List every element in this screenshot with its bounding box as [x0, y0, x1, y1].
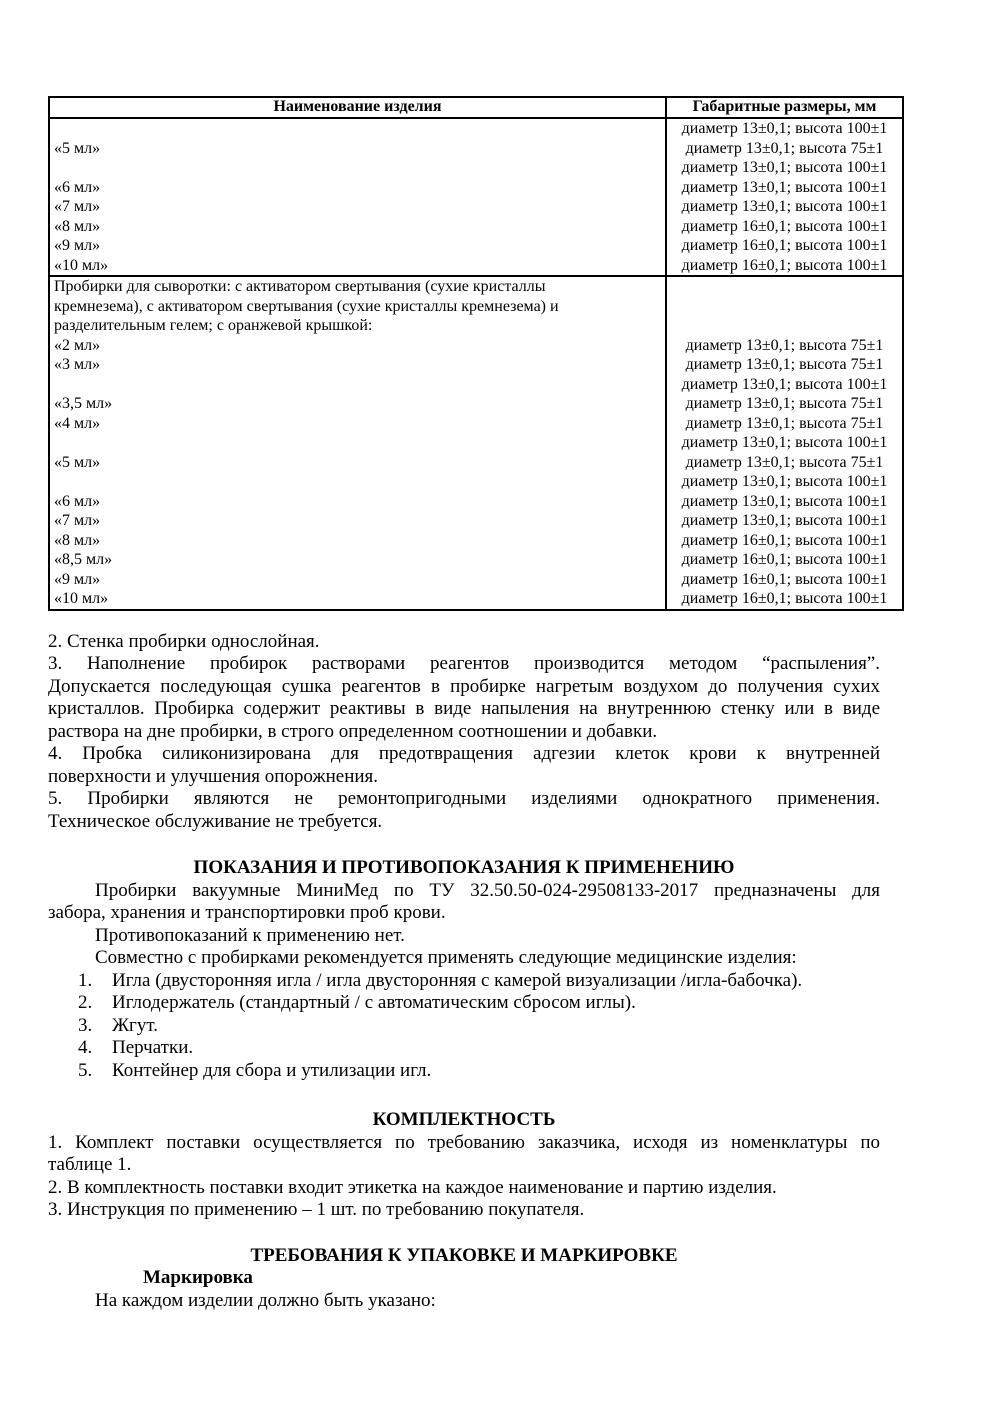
product-name: «3 мл»	[54, 356, 101, 373]
list-item-text: Иглодержатель (стандартный / с автоматическим сбросом иглы).	[112, 992, 636, 1013]
dimension-value: диаметр 16±0,1; высота 100±1	[681, 590, 888, 607]
product-name: «5 мл»	[54, 139, 101, 157]
paragraph-purpose	[48, 880, 880, 925]
paragraph-no-contraindications: Противопоказаний к применению нет.	[95, 924, 405, 946]
dimension-value: диаметр 13±0,1; высота 75±1	[685, 453, 884, 471]
serum-tube-description	[54, 277, 665, 336]
document-body	[48, 631, 880, 1313]
product-name: «2 мл»	[54, 336, 101, 354]
paragraph-delivery-set	[48, 1132, 880, 1177]
dimension-value: диаметр 13±0,1; высота 100±1	[681, 178, 888, 196]
list-item-number: 3.	[78, 1014, 93, 1036]
paragraph-line: забора, хранения и транспортировки проб крови.	[48, 902, 446, 923]
dimension-value: диаметр 16±0,1; высота 100±1	[681, 256, 888, 274]
product-name: «5 мл»	[54, 453, 101, 471]
paragraph-line: Допускается последующая сушка реагентов в пробирке нагретым воздухом до получения сухих	[48, 675, 880, 697]
paragraph-line: Пробирки вакуумные МиниМед по ТУ 32.50.50-024-29508133-2017 предназначены для	[95, 879, 880, 901]
description-line: разделительным гелем; с оранжевой крышкой:	[54, 317, 373, 334]
paragraph-label: 2. В комплектность поставки входит этикетка на каждое наименование и партию изделия.	[48, 1176, 777, 1198]
dimension-value: диаметр 13±0,1; высота 75±1	[685, 395, 884, 412]
description-line: кремнезема), с активатором свертывания (сухие кристаллы кремнезема) и	[54, 297, 559, 315]
paragraph-line: 2. Стенка пробирки однослойная.	[48, 630, 320, 652]
list-item-number: 1.	[78, 969, 93, 991]
paragraph-line: 1. Комплект поставки осуществляется по требованию заказчика, исходя из номенклатуры по	[48, 1131, 880, 1153]
paragraph-recommended-devices: Совместно с пробирками рекомендуется применять следующие медицинские изделия:	[95, 947, 797, 968]
list-item	[78, 1015, 880, 1038]
list-item-text: Жгут.	[112, 1014, 158, 1036]
product-name: «9 мл»	[54, 570, 101, 588]
dimension-value: диаметр 13±0,1; высота 100±1	[681, 512, 888, 529]
product-name	[54, 158, 665, 178]
dimension-value: диаметр 16±0,1; высота 100±1	[681, 551, 888, 568]
product-name: «3,5 мл»	[54, 395, 113, 412]
paragraph-stopper	[48, 743, 880, 788]
paragraph-line: раствора на дне пробирки, в строго определенном соотношении и добавки.	[48, 720, 658, 742]
product-name-cell	[50, 119, 667, 275]
paragraph-line: 4. Пробка силиконизирована для предотвращения адгезии клеток крови к внутренней	[48, 743, 880, 764]
dimension-value: диаметр 16±0,1; высота 100±1	[681, 570, 888, 588]
paragraph-line: поверхности и улучшения опорожнения.	[48, 765, 379, 787]
dimension-value: диаметр 13±0,1; высота 75±1	[685, 356, 884, 373]
product-name	[54, 472, 665, 492]
description-line: Пробирки для сыворотки: с активатором свертывания (сухие кристаллы	[54, 278, 546, 295]
product-name: «10 мл»	[54, 590, 109, 607]
product-name	[54, 119, 665, 139]
dimension-value: диаметр 13±0,1; высота 75±1	[685, 414, 884, 432]
product-name	[54, 375, 665, 395]
list-item-text: Перчатки.	[112, 1037, 194, 1058]
dimension-value: диаметр 16±0,1; высота 100±1	[681, 531, 888, 549]
paragraph-line: Техническое обслуживание не требуется.	[48, 810, 383, 832]
section-heading-indications: ПОКАЗАНИЯ И ПРОТИВОПОКАЗАНИЯ К ПРИМЕНЕНИЮ	[193, 857, 735, 878]
list-item-number: 4.	[78, 1037, 93, 1058]
product-name	[54, 433, 665, 453]
list-item	[78, 1037, 880, 1060]
product-name: «9 мл»	[54, 237, 101, 254]
paragraph-marking-intro: На каждом изделии должно быть указано:	[95, 1289, 436, 1311]
list-item-number: 2.	[78, 992, 93, 1013]
dimension-value: диаметр 13±0,1; высота 100±1	[681, 434, 888, 451]
table-header-product-name: Наименование изделия	[50, 98, 667, 117]
recommended-devices-list	[48, 970, 880, 1083]
product-name: «7 мл»	[54, 198, 101, 215]
table-header-row	[50, 98, 902, 119]
product-name: «7 мл»	[54, 512, 101, 529]
dimension-value: диаметр 13±0,1; высота 100±1	[681, 159, 888, 176]
paragraph-single-use	[48, 788, 880, 833]
paragraph-line: 5. Пробирки являются не ремонтопригодными изделиями однократного применения.	[48, 788, 880, 809]
dimension-value: диаметр 16±0,1; высота 100±1	[681, 217, 888, 235]
dimension-value: диаметр 13±0,1; высота 100±1	[681, 473, 888, 490]
dimensions-cell	[667, 119, 902, 275]
serum-tube-names	[54, 336, 665, 609]
paragraph-line: 3. Наполнение пробирок растворами реагентов производится методом “распыления”.	[48, 653, 880, 674]
list-item	[78, 970, 880, 993]
dimension-value: диаметр 13±0,1; высота 100±1	[681, 120, 888, 137]
dimension-value: диаметр 16±0,1; высота 100±1	[681, 237, 888, 254]
section-heading-packaging: ТРЕБОВАНИЯ К УПАКОВКЕ И МАРКИРОВКЕ	[250, 1244, 678, 1266]
list-item-text: Контейнер для сбора и утилизации игл.	[112, 1059, 432, 1081]
product-name: «8 мл»	[54, 217, 101, 235]
product-name: «4 мл»	[54, 414, 101, 432]
paragraph-filling-method	[48, 653, 880, 743]
table-row-serum-tubes	[50, 277, 902, 609]
paragraph-line: кристаллов. Пробирка содержит реактивы в виде напыления на внутреннюю стенку или в виде	[48, 698, 880, 719]
dimension-value: диаметр 13±0,1; высота 75±1	[685, 336, 884, 354]
product-name-cell	[50, 277, 667, 609]
product-name: «6 мл»	[54, 492, 101, 510]
table-row-plain-tubes	[50, 119, 902, 277]
product-name: «8 мл»	[54, 531, 101, 549]
product-size-table	[48, 96, 904, 611]
product-name: «10 мл»	[54, 256, 109, 274]
paragraph-line: таблице 1.	[48, 1154, 132, 1175]
paragraph-instruction: 3. Инструкция по применению – 1 шт. по требованию покупателя.	[48, 1199, 585, 1220]
list-item-text: Игла (двусторонняя игла / игла двусторонняя с камерой визуализации /игла-бабочка).	[112, 969, 803, 991]
list-item-number: 5.	[78, 1059, 93, 1081]
product-name: «8,5 мл»	[54, 551, 113, 568]
product-name: «6 мл»	[54, 178, 101, 196]
subheading-marking: Маркировка	[143, 1267, 253, 1288]
dimension-value: диаметр 13±0,1; высота 100±1	[681, 492, 888, 510]
paragraph-tube-wall	[48, 631, 880, 654]
section-heading-completeness: КОМПЛЕКТНОСТЬ	[372, 1109, 556, 1130]
dimension-value: диаметр 13±0,1; высота 100±1	[681, 198, 888, 215]
list-item	[78, 992, 880, 1015]
list-item	[78, 1060, 880, 1083]
dimension-value: диаметр 13±0,1; высота 75±1	[685, 139, 884, 157]
table-header-dimensions: Габаритные размеры, мм	[692, 98, 877, 115]
dimensions-cell	[667, 277, 902, 609]
dimension-value: диаметр 13±0,1; высота 100±1	[681, 375, 888, 393]
